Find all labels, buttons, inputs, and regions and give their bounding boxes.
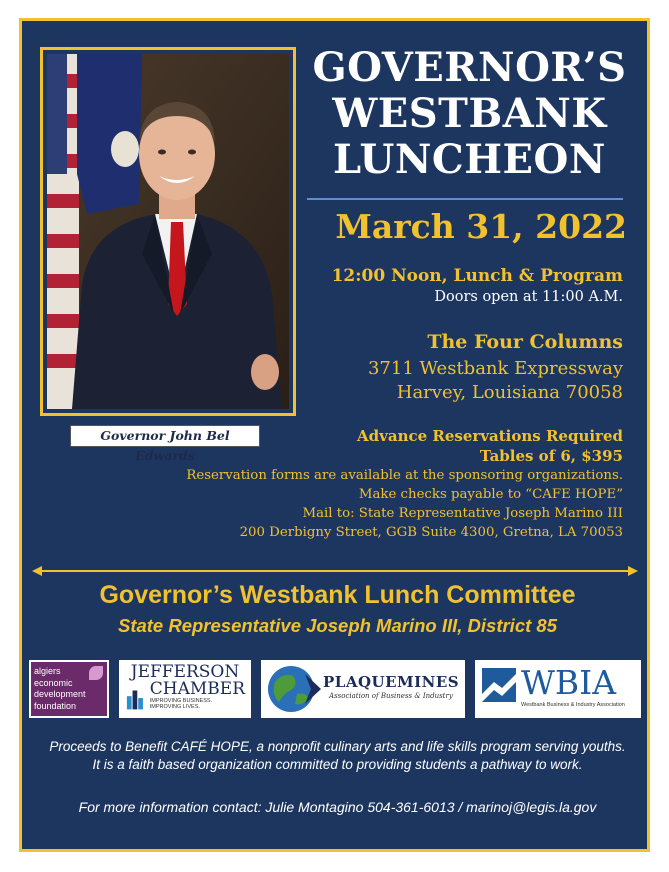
algiers-logo — [29, 660, 109, 718]
reservations-line-1: Reservation forms are available at the sponsoring organizations. — [186, 468, 623, 483]
globe-icon — [265, 664, 321, 714]
wbia-logo — [475, 660, 641, 718]
governor-portrait-illustration — [47, 54, 289, 409]
benefit-statement — [22, 738, 653, 774]
benefit-line-1: Proceeds to Benefit CAFÉ HOPE, a nonprofit culinary arts and life skills program serving youths. — [49, 739, 626, 754]
doors-open: Doors open at 11:00 A.M. — [434, 289, 623, 305]
flyer — [19, 18, 650, 852]
algiers-logo-line-4: foundation — [34, 700, 77, 711]
governor-photo-frame — [40, 47, 296, 416]
reservations-line-4: 200 Derbigny Street, GGB Suite 4300, Gretna, LA 70053 — [239, 525, 623, 540]
event-time: 12:00 Noon, Lunch & Program — [331, 266, 623, 286]
reservations-line-2: Make checks payable to “CAFE HOPE” — [358, 487, 623, 502]
double-arrow-divider — [32, 565, 638, 577]
jefferson-tagline-1: IMPROVING BUSINESS. — [149, 698, 213, 704]
reservations-tables: Tables of 6, $395 — [479, 447, 623, 465]
wbia-subtitle: Westbank Business & Industry Association — [521, 702, 625, 708]
algiers-logo-line-1: algiers — [34, 666, 61, 676]
building-icon — [125, 688, 146, 710]
jefferson-logo-line-2: CHAMBER — [149, 679, 245, 699]
jefferson-tagline-2: IMPROVING LIVES. — [149, 704, 200, 710]
representative-line: State Representative Joseph Marino III, District 85 — [117, 615, 557, 636]
event-date: March 31, 2022 — [335, 207, 627, 246]
plaquemines-logo — [261, 660, 465, 718]
algiers-logo-line-2: economic — [34, 677, 73, 688]
leaf-icon — [89, 666, 103, 680]
us-flag-icon — [47, 54, 79, 409]
reservations-line-3: Mail to: State Representative Joseph Marino III — [302, 506, 623, 521]
algiers-logo-line-3: development — [34, 689, 86, 699]
title-line-3: LUNCHEON — [333, 136, 606, 183]
title-line-2: WESTBANK — [332, 90, 607, 137]
wbia-emblem-icon — [482, 668, 516, 702]
plaquemines-name: PLAQUEMINES — [323, 673, 460, 691]
venue-name: The Four Columns — [427, 331, 623, 353]
reservations-heading: Advance Reservations Required — [357, 427, 623, 445]
jefferson-chamber-logo — [119, 660, 251, 718]
wbia-name: WBIA — [521, 663, 617, 702]
governor-photo — [47, 54, 289, 409]
title-line-1: GOVERNOR’S — [312, 44, 627, 91]
louisiana-flag-icon — [77, 54, 142, 214]
event-title — [307, 45, 632, 183]
committee-name: Governor’s Westbank Lunch Committee — [99, 581, 576, 609]
venue-city: Harvey, Louisiana 70058 — [396, 382, 623, 403]
photo-caption: Governor John Bel Edwards — [70, 425, 260, 447]
benefit-line-2: It is a faith based organization committed to providing students a pathway to work. — [92, 757, 583, 772]
title-divider — [307, 198, 623, 200]
plaquemines-subtitle: Association of Business & Industry — [329, 692, 453, 700]
contact-line: For more information contact: Julie Montagino 504-361-6013 / marinoj@legis.la.gov — [78, 799, 597, 815]
jefferson-logo-line-1: JEFFERSON — [130, 662, 240, 682]
venue-street: 3711 Westbank Expressway — [367, 358, 623, 379]
